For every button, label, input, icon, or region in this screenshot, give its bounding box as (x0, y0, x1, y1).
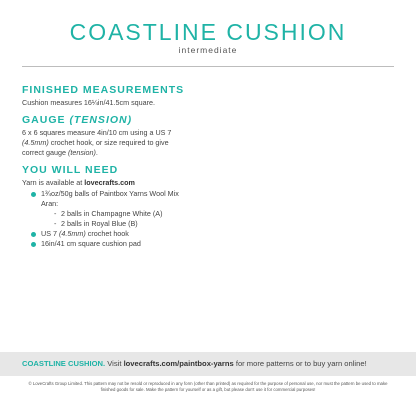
list-item (22, 239, 382, 249)
gauge-section (22, 114, 382, 158)
bullet-icon (31, 232, 36, 237)
gauge-heading (22, 114, 382, 126)
gauge-tension-word: (tension) (67, 148, 96, 157)
gauge-heading-suffix: (TENSION) (69, 114, 133, 126)
list-item (22, 189, 382, 229)
you-will-need-heading: YOU WILL NEED (22, 164, 119, 176)
gauge-text-line-3: correct gauge (22, 148, 68, 157)
yarn-availability (22, 178, 282, 188)
gauge-text-end: . (95, 148, 98, 157)
gauge-text (22, 128, 282, 158)
you-will-need-section (22, 164, 382, 249)
gauge-text-line-1: 6 x 6 squares measure 4in/10 cm using a US 7 (22, 128, 172, 137)
list-item (41, 209, 382, 219)
header-divider (22, 66, 394, 67)
finished-measurements-section (22, 84, 382, 108)
page-title: COASTLINE CUSHION (69, 19, 347, 45)
finished-measurements-text: Cushion measures 16¼in/41.5cm square. (22, 98, 156, 107)
footer-link[interactable]: lovecrafts.com/paintbox-yarns (123, 359, 234, 368)
cushion-pad: 16in/41 cm square cushion pad (41, 239, 141, 248)
footer-banner (0, 352, 416, 376)
gauge-hook-size: (4.5mm) (22, 138, 49, 147)
pattern-content (22, 84, 382, 255)
hook-size-metric: (4.5mm) (58, 229, 86, 238)
list-item (41, 219, 382, 229)
yarn-line-2: Aran: (41, 199, 59, 208)
bullet-icon (31, 192, 36, 197)
materials-list (22, 189, 382, 249)
footer-text (22, 359, 367, 368)
yarn-availability-text: Yarn is available at (22, 178, 85, 187)
copyright-notice: © LoveCrafts Group Limited. This pattern may not be resold or reproduced in any form (other than printed) as required for the purpose of personal use, nor must the pattern be used to make finished goods for sale. Make the pattern for yourself or as a gift, but please don't use it for commercial purposes! (28, 381, 388, 392)
finished-measurements-heading: FINISHED MEASUREMENTS (22, 84, 185, 96)
gauge-heading-label: GAUGE (22, 114, 66, 126)
gauge-text-line-2: crochet hook, or size required to give (48, 138, 169, 147)
difficulty-label: intermediate (178, 45, 238, 55)
hook-size-plain: US 7 (41, 229, 59, 238)
yarn-color-b: 2 balls in Royal Blue (B) (61, 219, 138, 228)
footer-visit: Visit (105, 359, 124, 368)
lovecrafts-link[interactable]: lovecrafts.com (84, 178, 135, 187)
dash-icon: - (54, 209, 57, 218)
dash-icon: - (54, 219, 57, 228)
list-item (22, 229, 382, 239)
footer-cta: for more patterns or to buy yarn online! (233, 359, 367, 368)
footer-brand: COASTLINE CUSHION. (22, 359, 106, 368)
hook-label: crochet hook (85, 229, 129, 238)
yarn-line-1: 1¾oz/50g balls of Paintbox Yarns Wool Mix (41, 189, 179, 198)
bullet-icon (31, 242, 36, 247)
yarn-colors-list (41, 209, 382, 229)
yarn-color-a: 2 balls in Champagne White (A) (61, 209, 163, 218)
